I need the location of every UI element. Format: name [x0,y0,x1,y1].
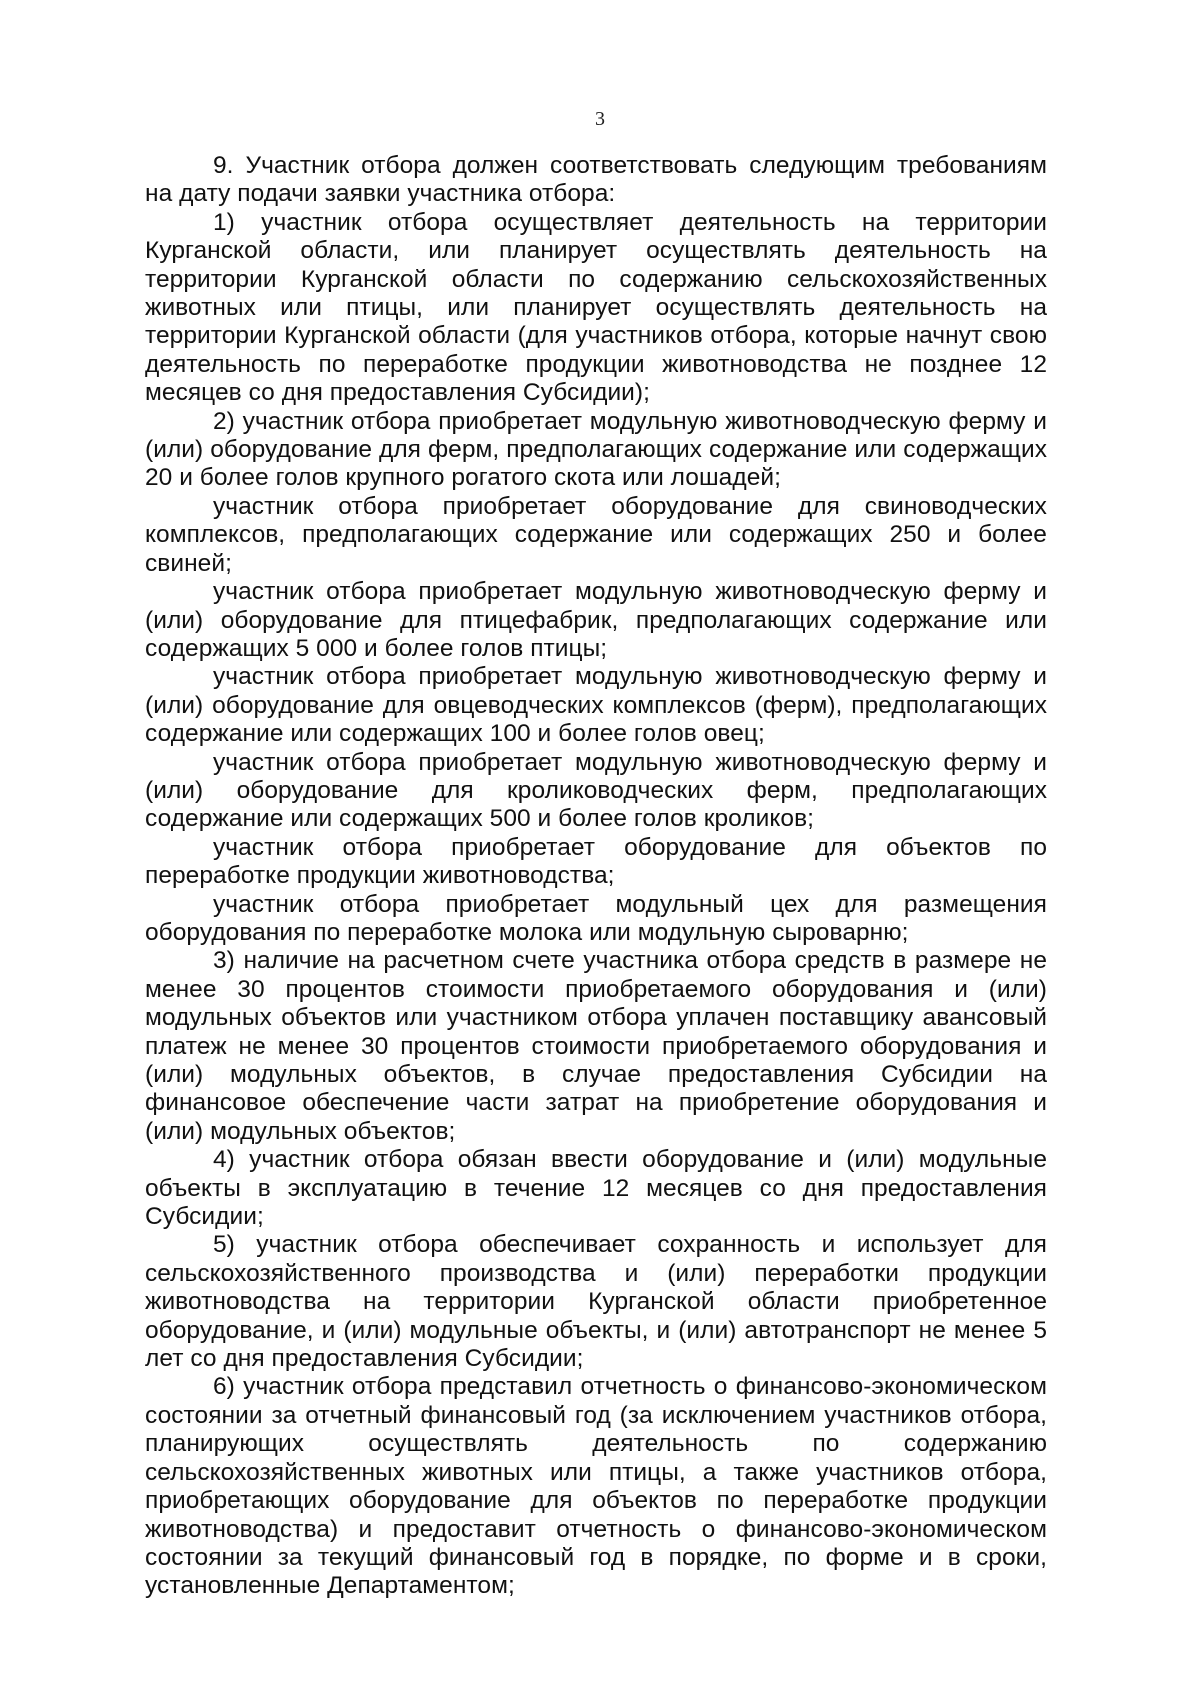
paragraph-poultry-farms: участник отбора приобретает модульную животноводческую ферму и (или) оборудование для птицефабрик, предполагающих содержание или содержащих 5 000 и более голов птицы; [145,578,1047,662]
paragraph-item-6-reporting: 6) участник отбора представил отчетность о финансово-экономическом состоянии за отчетный финансовый год (за исключением участников отбора, планирующих осуществлять деятельность по содержанию сельскохозяйственных животных или птицы, а также участников отбора, приобретающих оборудование для объектов по переработке продукции животноводства) и предоставит отчетность о финансово-экономическом состоянии за текущий финансовый год в порядке, по форме и в сроки, установленные Департаментом; [145,1373,1047,1600]
paragraph-item-1-territory: 1) участник отбора осуществляет деятельность на территории Курганской области, или планирует осуществлять деятельность на территории Курганской области по содержанию сельскохозяйственных животных или птицы, или планирует осуществлять деятельность на территории Курганской области (для участников отбора, которые начнут свою деятельность по переработке продукции животноводства не позднее 12 месяцев со дня предоставления Субсидии); [145,208,1047,407]
page-number: 3 [595,108,605,130]
paragraph-item-5-preservation: 5) участник отбора обеспечивает сохранность и использует для сельскохозяйственного производства и (или) переработки продукции животноводства на территории Курганской области приобретенное оборудование, и (или) модульные объекты, и (или) автотранспорт не менее 5 лет со дня предоставления Субсидии; [145,1231,1047,1373]
paragraph-item-3-funds: 3) наличие на расчетном счете участника отбора средств в размере не менее 30 процентов стоимости приобретаемого оборудования и (или) модульных объектов или участником отбора уплачен поставщику авансовый платеж не менее 30 процентов стоимости приобретаемого оборудования и (или) модульных объектов, в случае предоставления Субсидии на финансовое обеспечение части затрат на приобретение оборудования и (или) модульных объектов; [145,947,1047,1145]
paragraph-modular-workshop: участник отбора приобретает модульный цех для размещения оборудования по переработке молока или модульную сыроварню; [145,890,1047,946]
paragraph-item-4-commissioning: 4) участник отбора обязан ввести оборудование и (или) модульные объекты в эксплуатацию в течение 12 месяцев со дня предоставления Субсидии; [145,1146,1047,1231]
paragraph-item-2-cattle-farm: 2) участник отбора приобретает модульную животноводческую ферму и (или) оборудование для ферм, предполагающих содержание или содержащих 20 и более голов крупного рогатого скота или лошадей; [145,407,1047,492]
paragraph-pig-complexes: участник отбора приобретает оборудование для свиноводческих комплексов, предполагающих содержание или содержащих 250 и более свиней; [145,492,1047,577]
document-body [145,152,1047,1601]
paragraph-rabbit-farms: участник отбора приобретает модульную животноводческую ферму и (или) оборудование для кролиководческих ферм, предполагающих содержание или содержащих 500 и более голов кроликов; [145,748,1047,833]
paragraph-requirements-intro: 9. Участник отбора должен соответствовать следующим требованиям на дату подачи заявки участника отбора: [145,152,1047,208]
paragraph-sheep-complexes: участник отбора приобретает модульную животноводческую ферму и (или) оборудование для овцеводческих комплексов (ферм), предполагающих содержание или содержащих 100 и более голов овец; [145,663,1047,748]
paragraph-processing-equipment: участник отбора приобретает оборудование для объектов по переработке продукции животноводства; [145,833,1047,890]
